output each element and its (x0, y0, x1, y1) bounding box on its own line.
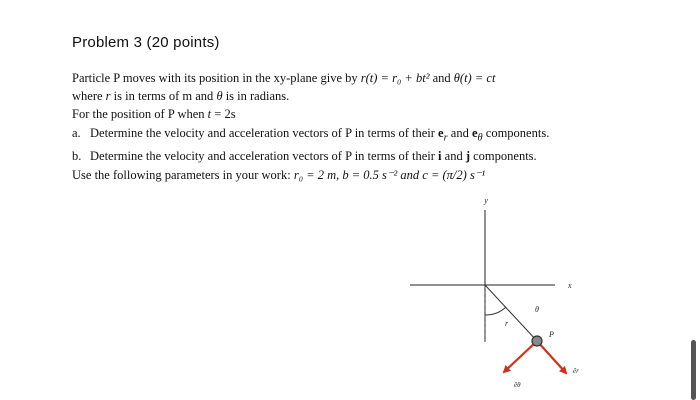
part-b-text: Determine the velocity and acceleration vectors of P in terms of their (90, 149, 439, 164)
problem-title: Problem 3 (20 points) (72, 34, 220, 51)
line2-r: r (105, 89, 111, 104)
conjunction: and (429, 71, 454, 85)
statement-line-1 (72, 69, 672, 87)
part-b-post: components. (470, 149, 537, 164)
line3-pre: For the position of P when (72, 107, 208, 122)
e-r-subscript: r (443, 132, 448, 144)
line2-theta: θ (216, 89, 223, 104)
part-a-and: and (447, 125, 472, 140)
part-a-text: Determine the velocity and acceleration vectors of P in terms of their (90, 125, 439, 140)
statement-line-2 (72, 87, 672, 105)
e-theta-symbol: e (471, 125, 478, 140)
e-r-arrow (537, 341, 566, 373)
line3-t: t (207, 107, 212, 122)
statement-line-3 (72, 105, 672, 123)
y-axis-label: y (484, 196, 488, 205)
theta-label: θ (535, 305, 539, 314)
e-theta-label: êθ (514, 381, 521, 389)
line3-post: = 2s (211, 107, 236, 122)
p-label: P (549, 330, 554, 339)
e-r-symbol: e (438, 125, 444, 140)
line2-mid: is in terms of m and (110, 89, 217, 104)
angle-function: θ(t) = ct (453, 71, 496, 85)
part-b (72, 147, 672, 165)
particle-p (532, 336, 542, 346)
line2-post: is in radians. (222, 89, 290, 104)
line6-pre: Use the following parameters in your work: (72, 167, 294, 182)
radius-function: r(t) = r₀ + bt² (360, 71, 430, 85)
i-unit-symbol: i (438, 149, 442, 164)
j-unit-symbol: j (465, 149, 470, 164)
part-b-and: and (441, 149, 466, 164)
parameters: r₀ = 2 m, b = 0.5 s⁻² and c = (π/2) s⁻¹ (293, 167, 486, 182)
e-theta-subscript: θ (477, 132, 483, 144)
x-axis-label: x (568, 281, 572, 290)
polar-coordinate-diagram (380, 185, 600, 400)
e-theta-arrow (504, 341, 537, 372)
part-a-post: components. (482, 125, 550, 140)
line2-pre: where (72, 89, 106, 104)
r-label: r (505, 319, 509, 328)
radial-line (485, 285, 537, 341)
part-b-label: b. (72, 149, 82, 164)
statement-line-6 (72, 166, 672, 184)
theta-arc (485, 307, 506, 315)
statement-text: Particle P moves with its position in the xy-plane give by (72, 71, 361, 85)
e-r-label: êr (573, 367, 579, 375)
problem-statement (72, 69, 672, 184)
scrollbar-thumb[interactable] (691, 340, 696, 400)
part-a (72, 124, 672, 148)
part-a-label: a. (72, 125, 81, 140)
